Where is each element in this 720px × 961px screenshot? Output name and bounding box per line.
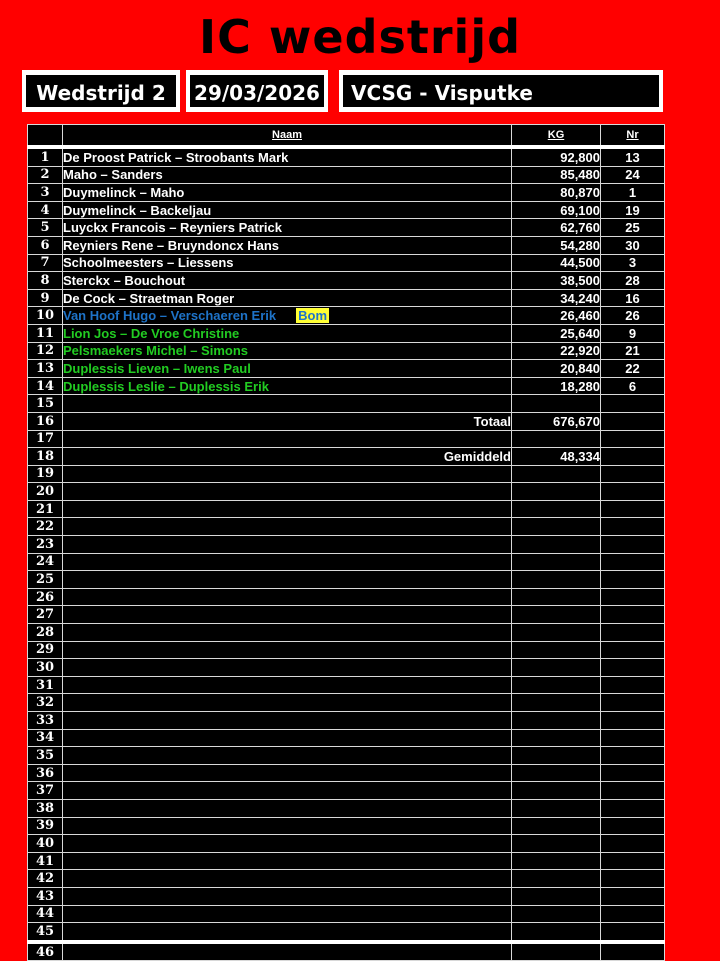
row-naam <box>63 254 512 272</box>
row-number: 13 <box>28 360 63 378</box>
table-row <box>28 782 665 800</box>
table-row <box>28 254 665 272</box>
row-kg <box>512 905 601 923</box>
row-nr: 30 <box>601 236 665 254</box>
wedstrijd-label: Wedstrijd 2 <box>22 70 180 112</box>
row-naam <box>63 712 512 730</box>
row-naam-text: Duymelinck – Maho <box>63 184 185 200</box>
row-number: 4 <box>28 201 63 219</box>
row-naam <box>63 835 512 853</box>
table-row <box>28 536 665 554</box>
row-naam <box>63 942 512 961</box>
row-nr: 25 <box>601 219 665 237</box>
row-naam <box>63 588 512 606</box>
row-naam-text: Duplessis Leslie – Duplessis Erik <box>63 378 269 394</box>
row-nr <box>601 571 665 589</box>
row-naam <box>63 500 512 518</box>
row-nr <box>601 553 665 571</box>
row-nr <box>601 430 665 448</box>
row-kg <box>512 870 601 888</box>
row-number: 34 <box>28 729 63 747</box>
row-number: 44 <box>28 905 63 923</box>
row-kg <box>512 659 601 677</box>
row-number: 24 <box>28 553 63 571</box>
row-kg <box>512 536 601 554</box>
row-naam <box>63 536 512 554</box>
row-nr <box>601 483 665 501</box>
row-kg: 80,870 <box>512 184 601 202</box>
row-nr <box>601 412 665 430</box>
row-number: 20 <box>28 483 63 501</box>
row-nr: 16 <box>601 289 665 307</box>
row-nr: 22 <box>601 360 665 378</box>
row-kg: 18,280 <box>512 377 601 395</box>
row-nr <box>601 747 665 765</box>
row-naam-text: De Proost Patrick – Stroobants Mark <box>63 149 289 165</box>
row-nr <box>601 729 665 747</box>
header-num <box>28 125 63 148</box>
totaal-row <box>28 412 665 430</box>
table-row <box>28 659 665 677</box>
table-header-row <box>28 125 665 148</box>
table-row <box>28 342 665 360</box>
row-nr <box>601 588 665 606</box>
row-naam <box>63 887 512 905</box>
row-kg: 34,240 <box>512 289 601 307</box>
row-nr <box>601 764 665 782</box>
row-kg <box>512 729 601 747</box>
row-number: 25 <box>28 571 63 589</box>
row-naam <box>63 201 512 219</box>
row-number: 46 <box>28 942 63 961</box>
row-kg: 85,480 <box>512 166 601 184</box>
header-nr: Nr <box>601 125 665 148</box>
row-kg: 26,460 <box>512 307 601 325</box>
table-row <box>28 852 665 870</box>
row-nr: 21 <box>601 342 665 360</box>
row-number: 30 <box>28 659 63 677</box>
table-row <box>28 835 665 853</box>
row-kg <box>512 465 601 483</box>
row-number: 1 <box>28 147 63 166</box>
table-row <box>28 571 665 589</box>
row-kg <box>512 500 601 518</box>
totaal-value: 676,670 <box>512 412 601 430</box>
gemiddeld-label: Gemiddeld <box>63 448 512 466</box>
row-kg <box>512 747 601 765</box>
table-row <box>28 166 665 184</box>
page-title: IC wedstrijd <box>198 10 522 64</box>
row-naam <box>63 870 512 888</box>
row-naam <box>63 905 512 923</box>
table-row <box>28 729 665 747</box>
row-kg <box>512 676 601 694</box>
row-number: 9 <box>28 289 63 307</box>
row-kg <box>512 942 601 961</box>
row-nr <box>601 395 665 413</box>
table-row <box>28 289 665 307</box>
row-naam-text: Lion Jos – De Vroe Christine <box>63 325 240 341</box>
row-kg: 22,920 <box>512 342 601 360</box>
table-row <box>28 219 665 237</box>
row-naam <box>63 641 512 659</box>
row-nr <box>601 641 665 659</box>
row-kg <box>512 553 601 571</box>
row-naam <box>63 430 512 448</box>
row-number: 17 <box>28 430 63 448</box>
row-number: 31 <box>28 676 63 694</box>
row-naam-text: De Cock – Straetman Roger <box>63 290 235 306</box>
row-nr: 28 <box>601 272 665 290</box>
table-row <box>28 360 665 378</box>
row-naam-text: Maho – Sanders <box>63 167 163 183</box>
row-nr: 26 <box>601 307 665 325</box>
row-kg <box>512 606 601 624</box>
row-naam <box>63 236 512 254</box>
row-naam <box>63 342 512 360</box>
row-naam-text: Duplessis Lieven – Iwens Paul <box>63 360 251 376</box>
table-row <box>28 236 665 254</box>
row-kg: 92,800 <box>512 147 601 166</box>
row-naam-text: Schoolmeesters – Liessens <box>63 255 234 271</box>
row-naam <box>63 147 512 166</box>
row-naam <box>63 219 512 237</box>
table-row <box>28 942 665 961</box>
row-naam <box>63 676 512 694</box>
table-row <box>28 641 665 659</box>
row-nr <box>601 817 665 835</box>
row-naam <box>63 729 512 747</box>
row-number: 45 <box>28 923 63 942</box>
row-nr <box>601 536 665 554</box>
row-kg <box>512 923 601 942</box>
table-row <box>28 395 665 413</box>
row-naam <box>63 483 512 501</box>
gemiddeld-value: 48,334 <box>512 448 601 466</box>
row-number: 43 <box>28 887 63 905</box>
row-nr <box>601 835 665 853</box>
row-nr: 9 <box>601 324 665 342</box>
row-naam <box>63 659 512 677</box>
row-naam <box>63 764 512 782</box>
table-row <box>28 201 665 219</box>
row-naam-text: Sterckx – Bouchout <box>63 272 186 288</box>
row-kg <box>512 852 601 870</box>
row-naam-text: Duymelinck – Backeljau <box>63 202 212 218</box>
table-row <box>28 430 665 448</box>
row-naam-text: Pelsmaekers Michel – Simons <box>63 343 248 359</box>
row-kg: 25,640 <box>512 324 601 342</box>
row-kg <box>512 799 601 817</box>
row-number: 21 <box>28 500 63 518</box>
row-naam <box>63 817 512 835</box>
row-naam-text: Luyckx Francois – Reyniers Patrick <box>63 220 282 236</box>
row-number: 7 <box>28 254 63 272</box>
row-kg: 62,760 <box>512 219 601 237</box>
table-row <box>28 712 665 730</box>
table-row <box>28 799 665 817</box>
row-kg <box>512 694 601 712</box>
row-kg <box>512 518 601 536</box>
table-row <box>28 923 665 942</box>
row-nr <box>601 712 665 730</box>
row-nr <box>601 942 665 961</box>
table-row <box>28 147 665 166</box>
row-number: 10 <box>28 307 63 325</box>
row-kg: 44,500 <box>512 254 601 272</box>
row-naam <box>63 289 512 307</box>
table-row <box>28 184 665 202</box>
table-row <box>28 483 665 501</box>
row-kg <box>512 782 601 800</box>
row-kg: 69,100 <box>512 201 601 219</box>
row-nr: 24 <box>601 166 665 184</box>
row-nr <box>601 694 665 712</box>
date-label: 29/03/2026 <box>186 70 328 112</box>
table-row <box>28 870 665 888</box>
row-number: 33 <box>28 712 63 730</box>
table-row <box>28 465 665 483</box>
row-nr <box>601 782 665 800</box>
table-row <box>28 553 665 571</box>
table-row <box>28 377 665 395</box>
row-number: 32 <box>28 694 63 712</box>
row-naam <box>63 606 512 624</box>
row-number: 12 <box>28 342 63 360</box>
row-naam <box>63 377 512 395</box>
row-nr: 3 <box>601 254 665 272</box>
row-number: 5 <box>28 219 63 237</box>
row-nr <box>601 500 665 518</box>
table-row <box>28 588 665 606</box>
row-number: 27 <box>28 606 63 624</box>
row-number: 39 <box>28 817 63 835</box>
header-kg: KG <box>512 125 601 148</box>
row-nr <box>601 448 665 466</box>
row-number: 37 <box>28 782 63 800</box>
row-number: 29 <box>28 641 63 659</box>
table-row <box>28 518 665 536</box>
table-row <box>28 500 665 518</box>
results-table <box>27 124 665 961</box>
row-naam-text: Reyniers Rene – Bruyndoncx Hans <box>63 237 280 253</box>
table-row <box>28 817 665 835</box>
row-kg <box>512 588 601 606</box>
row-naam <box>63 747 512 765</box>
row-nr <box>601 606 665 624</box>
row-number: 15 <box>28 395 63 413</box>
row-kg: 20,840 <box>512 360 601 378</box>
header-naam: Naam <box>63 125 512 148</box>
row-number: 26 <box>28 588 63 606</box>
row-number: 3 <box>28 184 63 202</box>
row-naam <box>63 272 512 290</box>
table-row <box>28 307 665 325</box>
row-number: 16 <box>28 412 63 430</box>
table-row <box>28 676 665 694</box>
row-kg <box>512 641 601 659</box>
row-kg <box>512 764 601 782</box>
row-kg <box>512 430 601 448</box>
row-kg <box>512 817 601 835</box>
row-naam <box>63 694 512 712</box>
row-kg <box>512 887 601 905</box>
row-naam <box>63 571 512 589</box>
row-nr <box>601 624 665 642</box>
row-nr <box>601 852 665 870</box>
row-naam <box>63 518 512 536</box>
location-label: VCSG - Visputke <box>339 70 663 112</box>
table-row <box>28 905 665 923</box>
row-nr: 19 <box>601 201 665 219</box>
row-naam <box>63 624 512 642</box>
table-row <box>28 324 665 342</box>
table-row <box>28 606 665 624</box>
row-naam <box>63 465 512 483</box>
row-nr <box>601 659 665 677</box>
row-nr: 6 <box>601 377 665 395</box>
table-row <box>28 624 665 642</box>
row-nr <box>601 905 665 923</box>
table-row <box>28 747 665 765</box>
totaal-label: Totaal <box>63 412 512 430</box>
row-number: 42 <box>28 870 63 888</box>
row-naam <box>63 852 512 870</box>
row-nr: 13 <box>601 147 665 166</box>
row-naam <box>63 166 512 184</box>
row-nr <box>601 923 665 942</box>
table-row <box>28 764 665 782</box>
row-number: 41 <box>28 852 63 870</box>
row-number: 18 <box>28 448 63 466</box>
row-kg <box>512 835 601 853</box>
row-naam <box>63 782 512 800</box>
row-number: 36 <box>28 764 63 782</box>
row-naam <box>63 360 512 378</box>
row-naam <box>63 324 512 342</box>
row-naam <box>63 553 512 571</box>
row-naam <box>63 307 512 325</box>
row-number: 14 <box>28 377 63 395</box>
row-number: 22 <box>28 518 63 536</box>
row-nr <box>601 465 665 483</box>
row-nr <box>601 870 665 888</box>
row-nr <box>601 676 665 694</box>
row-kg: 38,500 <box>512 272 601 290</box>
row-kg: 54,280 <box>512 236 601 254</box>
table-row <box>28 887 665 905</box>
row-number: 23 <box>28 536 63 554</box>
row-naam <box>63 184 512 202</box>
bom-badge: Bom <box>298 308 328 324</box>
row-number: 38 <box>28 799 63 817</box>
row-naam <box>63 799 512 817</box>
row-number: 11 <box>28 324 63 342</box>
row-number: 19 <box>28 465 63 483</box>
row-number: 28 <box>28 624 63 642</box>
row-number: 6 <box>28 236 63 254</box>
table-row <box>28 694 665 712</box>
row-naam <box>63 923 512 942</box>
row-nr <box>601 887 665 905</box>
row-nr <box>601 799 665 817</box>
row-number: 35 <box>28 747 63 765</box>
row-number: 40 <box>28 835 63 853</box>
row-kg <box>512 395 601 413</box>
row-naam-text: Van Hoof Hugo – Verschaeren Erik <box>63 308 277 324</box>
gemiddeld-row <box>28 448 665 466</box>
row-kg <box>512 712 601 730</box>
row-kg <box>512 483 601 501</box>
table-row <box>28 272 665 290</box>
row-nr <box>601 518 665 536</box>
row-number: 8 <box>28 272 63 290</box>
row-nr: 1 <box>601 184 665 202</box>
row-number: 2 <box>28 166 63 184</box>
row-naam <box>63 395 512 413</box>
row-kg <box>512 624 601 642</box>
row-kg <box>512 571 601 589</box>
